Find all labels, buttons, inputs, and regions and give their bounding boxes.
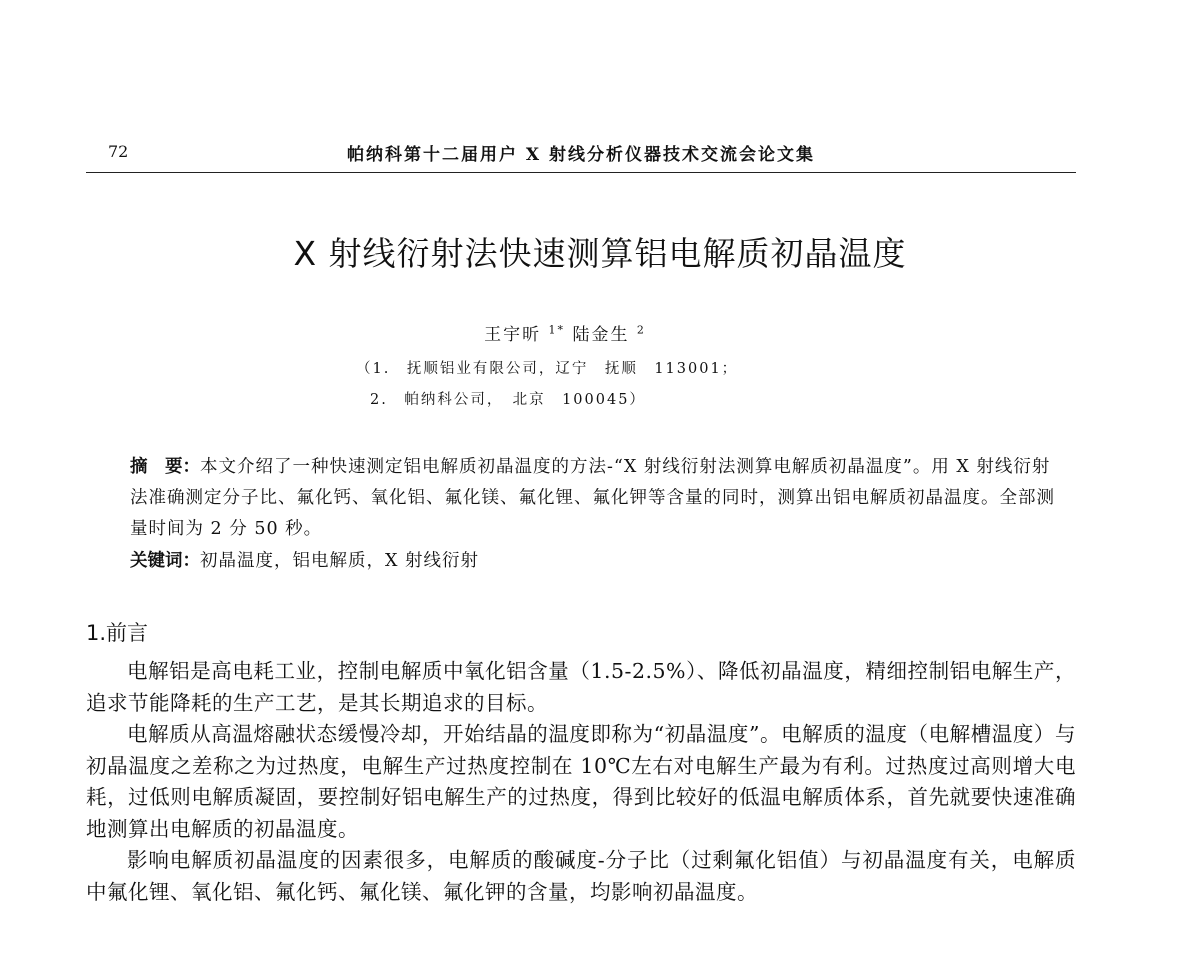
- body-paragraph: 电解质从高温熔融状态缓慢冷却，开始结晶的温度即称为“初晶温度”。电解质的温度（电解槽温度）与初晶温度之差称之为过热度，电解生产过热度控制在 10℃左右对电解生产最为有利。过热度过高则增大电耗，过低则电解质凝固，要控制好铝电解生产的过热度，得到比较好的低温电解质体系，首先就要快速准确地测算出电解质的初晶温度。: [86, 722, 1076, 841]
- keywords-label: 关键词：: [130, 551, 200, 571]
- section-heading: 1.前言: [86, 621, 149, 645]
- paper-title: X 射线衍射法快速测算铝电解质初晶温度: [293, 234, 907, 273]
- body-paragraph: 电解铝是高电耗工业，控制电解质中氧化铝含量（1.5-2.5%）、降低初晶温度，精细控制铝电解生产，追求节能降耗的生产工艺，是其长期追求的目标。: [86, 659, 1076, 715]
- header-rule: [86, 172, 1076, 173]
- page-number: 72: [108, 142, 129, 161]
- abstract-text: 本文介绍了一种快速测定铝电解质初晶温度的方法-“X 射线衍射法测算电解质初晶温度”。用 X 射线衍射法准确测定分子比、氟化钙、氧化铝、氟化镁、氟化锂、氟化钾等含量的同时，测算出铝电解质初晶温度。全部测量时间为 2 分 50 秒。: [130, 457, 1055, 539]
- author-affiliation-mark: 2: [636, 323, 646, 337]
- abstract: [130, 452, 1060, 545]
- section-body: [86, 656, 1076, 908]
- journal-title: 帕纳科第十二届用户 X 射线分析仪器技术交流会论文集: [346, 145, 816, 165]
- keywords: [130, 546, 1060, 577]
- affiliation-line: （1. 抚顺铝业有限公司，辽宁 抚顺 113001；: [356, 361, 739, 377]
- author-name: 王宇昕: [484, 325, 542, 345]
- body-paragraph: 影响电解质初晶温度的因素很多，电解质的酸碱度-分子比（过剩氟化铝值）与初晶温度有关，电解质中氟化锂、氧化铝、氟化钙、氟化镁、氟化钾的含量，均影响初晶温度。: [86, 848, 1076, 904]
- keywords-text: 初晶温度，铝电解质，X 射线衍射: [200, 551, 480, 571]
- affiliation-line: 2. 帕纳科公司， 北京 100045）: [370, 392, 646, 408]
- author-list: [0, 320, 1130, 345]
- author-name: 陆金生: [572, 325, 630, 345]
- author-affiliation-mark: 1*: [548, 323, 566, 337]
- abstract-label: 摘 要：: [130, 457, 200, 477]
- running-header: [86, 140, 1076, 170]
